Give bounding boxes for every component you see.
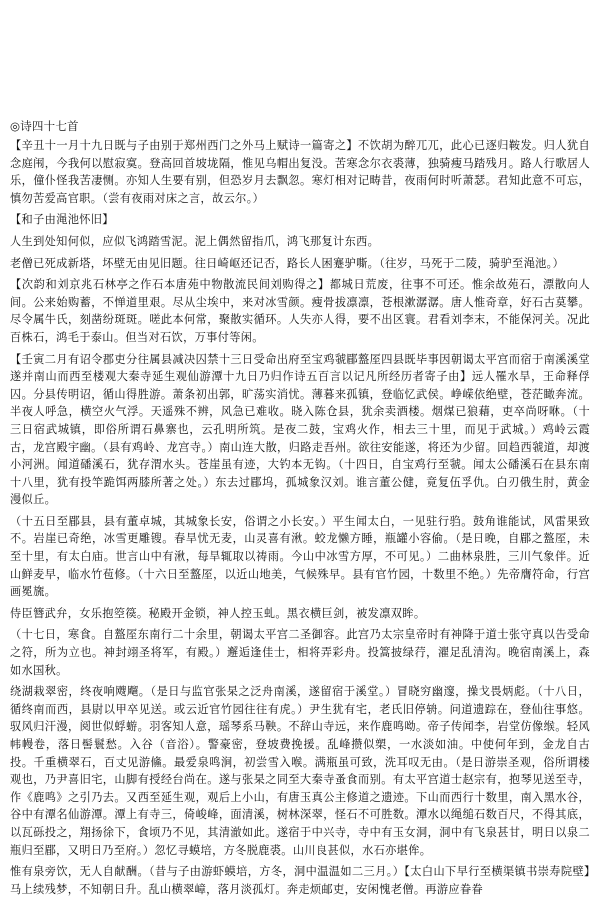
paragraph: 【和子由渑池怀旧】 bbox=[10, 213, 114, 227]
paragraph: 【壬寅二月有诏令郡吏分往属县减决囚禁十三日受命出府至宝鸡虢郿盩厔四县既毕事因朝谒太平宫而宿于南溪溪堂遂并南山而西至楼观大秦寺延生观仙游潭十九日乃归作诗五百言以记凡所经历者寄子由】远人罹水旱，王命释俘囚。分县传明诏，循山得胜游。萧条初出郭，旷荡实消忧。薄暮来孤镇，登临忆武侯。峥嵘依绝壁，苍茫瞰奔流。半夜人呼急，横空火气浮。天遥殊不辨，风急已难收。晓入陈仓县，犹余卖酒楼。烟煤已狼藉，吏卒尚呀咻。（十三日宿武城镇，即俗所谓石鼻寨也，云孔明所筑。是夜二鼓，宝鸡火作，相去三十里，而见于武城。）鸡岭云霞古，龙宫殿宇幽。（县有鸡岭、龙宫寺。）南山连大散，归路走吾州。欲往安能遂，将还为少留。回趋西虢道，却渡小河洲。闻道磻溪石，犹存渭水头。苍崖虽有迹，大钓本无钩。（十四日，自宝鸡行至虢。闻太公磻溪石在县东南十八里，犹有投竿跪饵两膝所著之处。）东去过郿坞，孤城象汉刘。谁言董公健，竟复伍孚仇。白刃俄生肘，黄金漫似丘。 bbox=[10, 352, 590, 507]
paragraph: 【辛丑十一月十九日既与子由别于郑州西门之外马上赋诗一篇寄之】不饮胡为醉兀兀，此心已逐归鞍发。归人犹自念庭闱，今我何以慰寂寞。登高回首坡垅隔，惟见乌帽出复没。苦寒念尔衣裘薄，独骑瘦马踏残月。路人行歌居人乐，僮仆怪我苦凄恻。亦知人生要有别，但恐岁月去飘忽。寒灯相对记畴昔，夜雨何时听萧瑟。君知此意不可忘，慎勿苦爱高官职。（尝有夜雨对床之言，故云尔。） bbox=[10, 139, 590, 205]
paragraph: 侍臣簪武弁，女乐抱箜篌。秘殿开金锁，神人控玉虬。黑衣横巨剑，被发凛双眸。 bbox=[10, 606, 426, 620]
paragraph: 人生到处知何似，应似飞鸿踏雪泥。泥上偶然留指爪，鸿飞那复计东西。 bbox=[10, 234, 380, 248]
paragraph: 老僧已死成新塔，坏壁无由见旧题。往日崎岖还记否，路长人困蹇驴嘶。（往岁，马死于二陵，骑驴至渑池。） bbox=[10, 256, 565, 270]
paragraph: 绕湖栽翠密，终夜响飕飗。（是日与监官张杲之泛舟南溪，遂留宿于溪堂。）冒晓穷幽邃，操戈畏炳彪。（十八日，循终南而西，县尉以甲卒见送。或云近官竹园往往有虎。）尹生犹有宅，老氏旧停辀。问道遗踪在，登仙往事悠。驭风归汗漫，阅世似蜉蝣。羽客知人意，瑶琴系马鞅。不辞山寺远，来作鹿鸣呦。帝子传闻李，岩堂仿像缑。轻风帏幔卷，落日髻鬟愁。入谷（音浴）。警豪密，登坡费挽援。乱峰攒似槊，一水淡如油。中使何年到，金龙自古投。千重横翠石，百丈见游鯈。最爱泉鸣涧，初尝雪入喉。满瓶虽可致，洗耳叹无由。（是日游崇圣观，俗所谓楼观也，乃尹喜旧宅，山脚有授经台尚在。遂与张杲之同至大秦寺蚤食而别。有太平宫道士赵宗有，抱琴见送至寺，作《鹿鸣》之引乃去。又西至延生观，观后上小山，有唐玉真公主修道之遗迹。下山而西行十数里，南入黑水谷，谷中有潭名仙游潭。潭上有寺三，倚峻峰，面清溪，树林深翠，怪石不可胜数。潭水以绳缒石数百尺，不得其底，以瓦砾投之，翔扬徐下，食顷乃不见，其清澈如此。遂宿于中兴寺，寺中有玉女洞，洞中有飞泉甚甘，明日以泉二瓶归至郿，又明日乃至府。）忽忆寻蟆培，方冬脱鹿裘。山川良甚似，水石亦堪侔。 bbox=[10, 685, 590, 857]
paragraph: 【次韵和刘京兆石林亭之作石本唐苑中物散流民间刘购得之】都城日荒废，往事不可还。惟余故苑石，漂散向人间。公来始购蓄，不惮道里艰。尽从尘埃中，来对冰雪颜。瘦骨拔凛凛，苍根漱潺潺。唐人惟奇章，好石古莫攀。尽令属牛氏，刻凿纷斑斑。嗟此本何常，聚散实循环。人失亦人得，要不出区寰。君看刘李末，不能保河关。况此百株石，鸿毛于泰山。但当对石饮，万事付等闲。 bbox=[10, 278, 590, 344]
paragraph: （十五日至郿县，县有董卓城，其城象长安，俗谓之小长安。）平生闻太白，一见驻行驺。鼓角谁能试，风雷果致不。岩崖已奇绝，冰雪更雕锼。春旱忧无麦，山灵喜有湫。蛟龙懒方睡，瓶罐小容偷。（是日晚，自郿之盩厔，未至十里，有太白庙。世言山中有湫，每旱辄取以祷雨。今山中冰雪方厚，不可见。）二曲林泉胜，三川气象伴。近山鲜麦早，临水竹苞修。（十六日至盩厔，以近山地美，气候殊早。县有官竹园，十数里不绝。）先帝膺符命，行宫画冕旒。 bbox=[10, 514, 590, 599]
section-heading: ◎诗四十七首 bbox=[10, 119, 79, 133]
paragraph: 惟有泉旁饮，无人自献酬。（昔与子由游虾蟆培，方冬，洞中温温如二三月。）【太白山下早行至横渠镇书崇寿院壁】马上续残梦，不知朝日升。乱山横翠嶂，落月淡孤灯。奔走烦邮吏，安闲愧老僧。再游应眷眷 bbox=[10, 865, 590, 896]
paragraph: （十七日，寒食。自盩厔东南行二十余里，朝谒太平宫二圣御容。此宫乃太宗皇帝时有神降于道士张守真以告受命之符，所为立也。神封翊圣将军，有殿。）邂逅逢佳士，相将弄彩舟。投篙披绿荇，濯足乱清沟。晚宿南溪上，森如水国秋。 bbox=[10, 628, 590, 677]
